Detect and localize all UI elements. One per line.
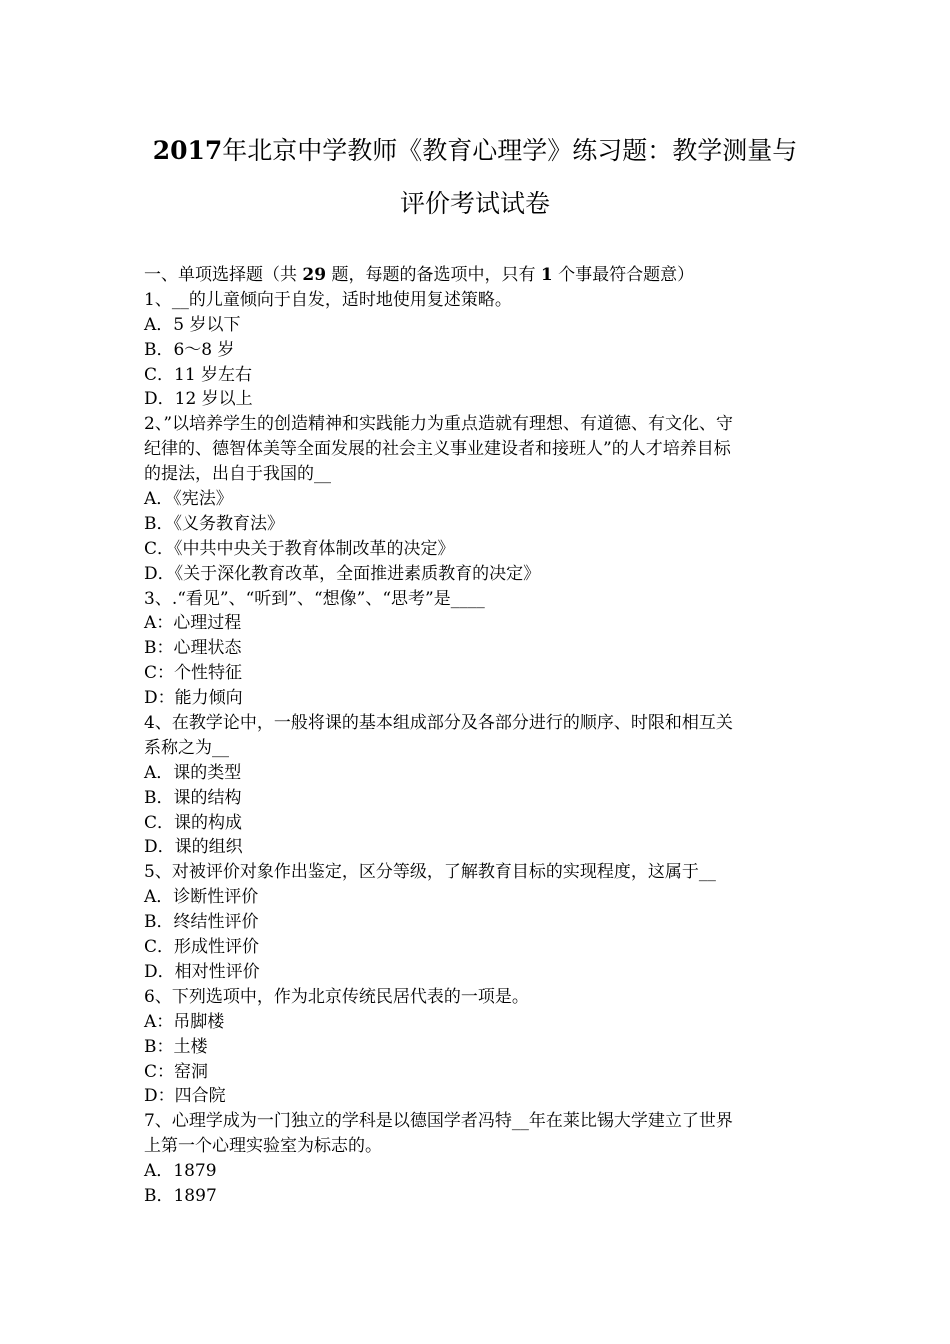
correct-count: 1 [540, 265, 553, 285]
answer-option: B．1897 [144, 1185, 217, 1206]
question-text-line: 2、”以培养学生的创造精神和实践能力为重点造就有理想、有道德、有文化、守 [144, 414, 734, 435]
question-count: 29 [302, 265, 327, 285]
answer-option: A．1879 [144, 1161, 217, 1182]
title-year: 2017 [152, 136, 223, 165]
question-text-line: 的提法，出自于我国的__ [144, 464, 331, 485]
question-text-line: 3、.“看见”、“听到”、“想像”、“思考”是____ [144, 588, 485, 609]
question-text-line: 1、__的儿童倾向于自发，适时地使用复述策略。 [144, 289, 512, 310]
section-heading-middle: 题，每题的备选项中，只有 [326, 265, 541, 285]
answer-option: B．《义务教育法》 [144, 513, 284, 534]
question-text-line: 纪律的、德智体美等全面发展的社会主义事业建设者和接班人”的人才培养目标 [144, 439, 731, 460]
answer-option: A．5 岁以下 [144, 314, 241, 335]
section-heading [144, 263, 814, 288]
question-text-line: 上第一个心理实验室为标志的。 [144, 1136, 382, 1157]
answer-option: A．课的类型 [144, 762, 242, 783]
answer-option: C：个性特征 [144, 663, 243, 684]
question-text-line: 系称之为__ [144, 737, 229, 758]
answer-option: D：四合院 [144, 1086, 226, 1107]
document-title-line-2: 评价考试试卷 [399, 189, 550, 218]
section-heading-suffix: 个事最符合题意） [552, 265, 695, 285]
answer-option: D．12 岁以上 [144, 389, 253, 410]
answer-option: C：窑洞 [144, 1061, 209, 1082]
title-text: 年北京中学教师《教育心理学》练习题：教学测量与 [222, 136, 798, 165]
answer-option: A：吊脚楼 [144, 1011, 225, 1032]
answer-option: C．课的构成 [144, 812, 243, 833]
answer-option: A：心理过程 [144, 613, 242, 634]
answer-option: D．课的组织 [144, 837, 243, 858]
document-title-line-1 [100, 136, 850, 166]
answer-option: C．11 岁左右 [144, 364, 253, 385]
answer-option: B．6～8 岁 [144, 339, 235, 360]
answer-option: B：心理状态 [144, 638, 242, 659]
answer-option: D：能力倾向 [144, 688, 243, 709]
answer-option: C．《中共中央关于教育体制改革的决定》 [144, 538, 455, 559]
answer-option: B．终结性评价 [144, 912, 259, 933]
question-text-line: 5、对被评价对象作出鉴定，区分等级，了解教育目标的实现程度，这属于__ [144, 862, 716, 883]
answer-option: B：土楼 [144, 1036, 208, 1057]
answer-option: A．诊断性评价 [144, 887, 259, 908]
question-text-line: 7、心理学成为一门独立的学科是以德国学者冯特__年在莱比锡大学建立了世界 [144, 1111, 733, 1132]
answer-option: D．相对性评价 [144, 961, 260, 982]
question-list [144, 263, 814, 1209]
question-text-line: 6、下列选项中，作为北京传统民居代表的一项是。 [144, 986, 529, 1007]
answer-option: A．《宪法》 [144, 489, 233, 510]
question-text-line: 4、在教学论中，一般将课的基本组成部分及各部分进行的顺序、时限和相互关 [144, 713, 733, 734]
section-heading-prefix: 一、单项选择题（共 [144, 265, 303, 285]
answer-option: D．《关于深化教育改革，全面推进素质教育的决定》 [144, 563, 541, 584]
answer-option: B．课的结构 [144, 787, 242, 808]
answer-option: C．形成性评价 [144, 937, 260, 958]
